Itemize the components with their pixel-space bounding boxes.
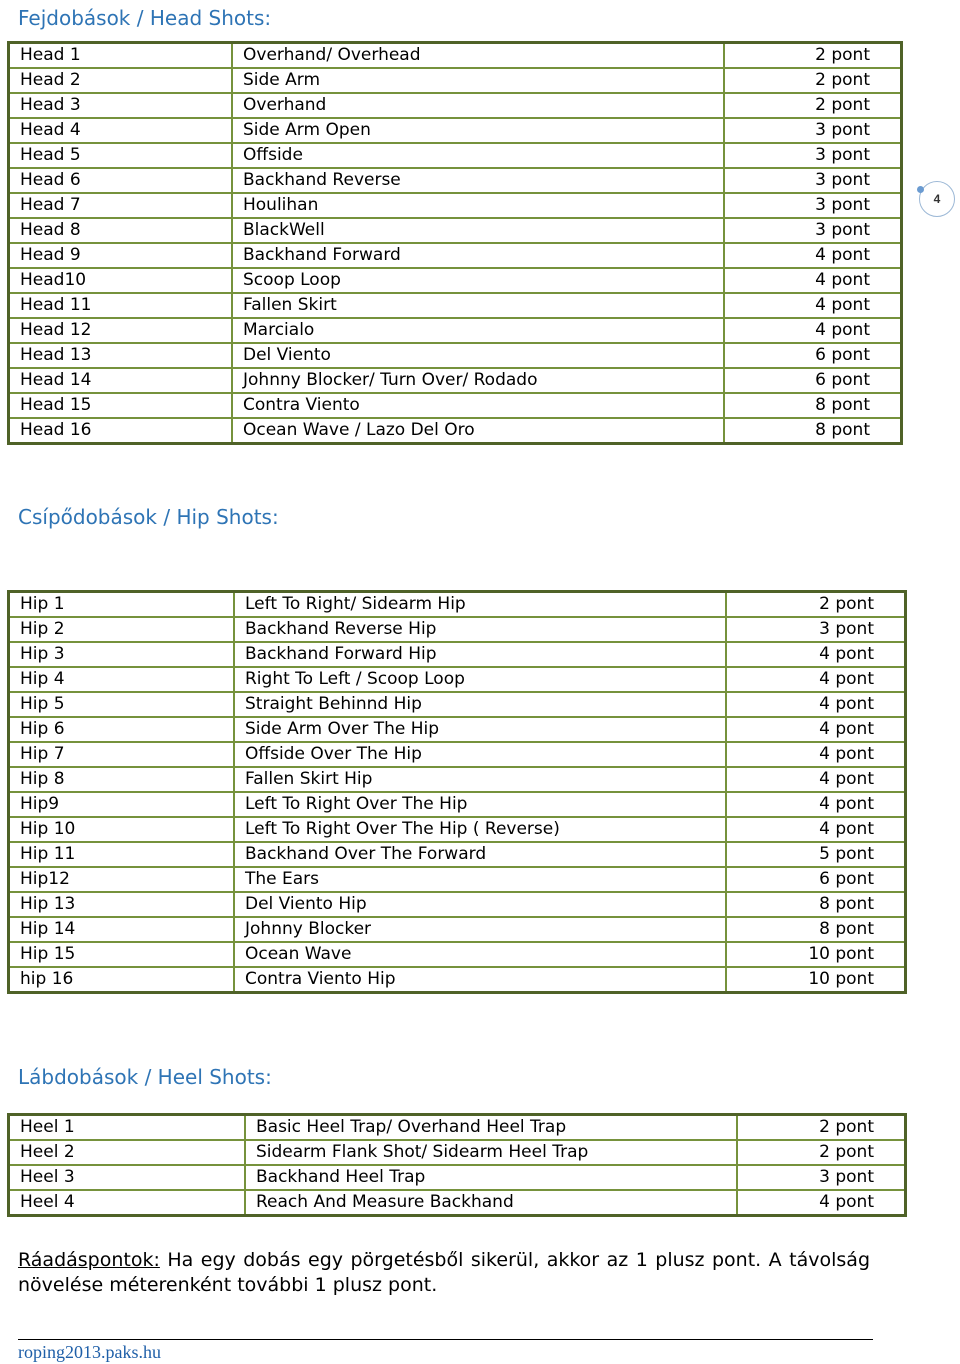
shot-move-cell: Left To Right/ Sidearm Hip — [234, 592, 726, 618]
table-row — [9, 692, 906, 717]
shot-move-cell: Houlihan — [232, 193, 724, 218]
shot-name-cell: Head 1 — [9, 43, 233, 69]
shot-move-cell: Del Viento — [232, 343, 724, 368]
bonus-points-note — [18, 1248, 870, 1298]
shot-name-cell: Head 13 — [9, 343, 233, 368]
table-row — [9, 168, 902, 193]
shot-points-cell: 10 pont — [726, 967, 906, 993]
shot-points-cell: 6 pont — [724, 368, 902, 393]
shot-points-cell: 2 pont — [726, 592, 906, 618]
shot-points-cell: 3 pont — [724, 218, 902, 243]
shot-name-cell: Hip 1 — [9, 592, 235, 618]
table-row — [9, 967, 906, 993]
shot-move-cell: Right To Left / Scoop Loop — [234, 667, 726, 692]
shot-points-cell: 4 pont — [726, 767, 906, 792]
shot-points-cell: 10 pont — [726, 942, 906, 967]
table-row — [9, 243, 902, 268]
shot-points-cell: 2 pont — [724, 68, 902, 93]
shot-move-cell: Backhand Forward — [232, 243, 724, 268]
table-row — [9, 1165, 906, 1190]
table-row — [9, 293, 902, 318]
shot-name-cell: Head 3 — [9, 93, 233, 118]
shot-name-cell: Head 7 — [9, 193, 233, 218]
shot-name-cell: Head 5 — [9, 143, 233, 168]
shot-name-cell: Head 15 — [9, 393, 233, 418]
page-number-badge — [919, 181, 955, 217]
shot-name-cell: Heel 1 — [9, 1115, 246, 1141]
shot-points-cell: 4 pont — [726, 742, 906, 767]
shot-name-cell: Head 8 — [9, 218, 233, 243]
shot-move-cell: Straight Behinnd Hip — [234, 692, 726, 717]
shot-move-cell: Ocean Wave / Lazo Del Oro — [232, 418, 724, 444]
shot-move-cell: Side Arm Over The Hip — [234, 717, 726, 742]
shot-points-cell: 8 pont — [724, 393, 902, 418]
shot-points-cell: 3 pont — [724, 193, 902, 218]
shot-points-cell: 3 pont — [724, 168, 902, 193]
shot-move-cell: Sidearm Flank Shot/ Sidearm Heel Trap — [245, 1140, 737, 1165]
shot-points-cell: 2 pont — [724, 93, 902, 118]
heel-shots-heading: Lábdobások / Heel Shots: — [18, 1065, 272, 1089]
shot-points-cell: 4 pont — [726, 817, 906, 842]
shot-move-cell: Fallen Skirt Hip — [234, 767, 726, 792]
shot-points-cell: 4 pont — [724, 318, 902, 343]
shot-name-cell: Heel 2 — [9, 1140, 246, 1165]
shot-move-cell: BlackWell — [232, 218, 724, 243]
shot-move-cell: Side Arm — [232, 68, 724, 93]
shot-points-cell: 4 pont — [726, 717, 906, 742]
shot-points-cell: 3 pont — [726, 617, 906, 642]
shot-name-cell: Hip 11 — [9, 842, 235, 867]
table-row — [9, 767, 906, 792]
page-number: 4 — [933, 192, 941, 206]
shot-move-cell: Backhand Forward Hip — [234, 642, 726, 667]
footer-site-link[interactable]: roping2013.paks.hu — [18, 1342, 161, 1362]
shot-move-cell: Backhand Reverse Hip — [234, 617, 726, 642]
shot-points-cell: 4 pont — [724, 243, 902, 268]
shot-move-cell: Basic Heel Trap/ Overhand Heel Trap — [245, 1115, 737, 1141]
shot-name-cell: Hip 15 — [9, 942, 235, 967]
shot-name-cell: Hip12 — [9, 867, 235, 892]
shot-name-cell: Head 14 — [9, 368, 233, 393]
head-shots-heading: Fejdobások / Head Shots: — [18, 6, 272, 30]
hip-shots-table — [7, 590, 907, 994]
table-row — [9, 218, 902, 243]
shot-points-cell: 2 pont — [737, 1115, 906, 1141]
shot-move-cell: Contra Viento — [232, 393, 724, 418]
shot-points-cell: 4 pont — [737, 1190, 906, 1216]
shot-move-cell: Marcialo — [232, 318, 724, 343]
table-row — [9, 842, 906, 867]
shot-move-cell: Contra Viento Hip — [234, 967, 726, 993]
shot-move-cell: Fallen Skirt — [232, 293, 724, 318]
table-row — [9, 867, 906, 892]
shot-move-cell: Scoop Loop — [232, 268, 724, 293]
shot-points-cell: 3 pont — [724, 118, 902, 143]
shot-name-cell: Hip 10 — [9, 817, 235, 842]
shot-points-cell: 4 pont — [726, 642, 906, 667]
shot-name-cell: Hip 6 — [9, 717, 235, 742]
shot-name-cell: Hip9 — [9, 792, 235, 817]
shot-move-cell: Offside — [232, 143, 724, 168]
shot-move-cell: Offside Over The Hip — [234, 742, 726, 767]
shot-points-cell: 6 pont — [724, 343, 902, 368]
shot-move-cell: Overhand — [232, 93, 724, 118]
table-row — [9, 268, 902, 293]
shot-move-cell: Overhand/ Overhead — [232, 43, 724, 69]
table-row — [9, 118, 902, 143]
table-row — [9, 717, 906, 742]
table-row — [9, 343, 902, 368]
shot-points-cell: 4 pont — [724, 268, 902, 293]
head-shots-table — [7, 41, 903, 445]
table-row — [9, 742, 906, 767]
shot-points-cell: 8 pont — [726, 917, 906, 942]
shot-name-cell: Hip 4 — [9, 667, 235, 692]
shot-points-cell: 4 pont — [726, 667, 906, 692]
shot-move-cell: Backhand Over The Forward — [234, 842, 726, 867]
table-row — [9, 1115, 906, 1141]
table-row — [9, 942, 906, 967]
table-row — [9, 642, 906, 667]
shot-move-cell: Backhand Reverse — [232, 168, 724, 193]
shot-name-cell: Hip 13 — [9, 892, 235, 917]
shot-name-cell: Heel 3 — [9, 1165, 246, 1190]
shot-name-cell: Hip 14 — [9, 917, 235, 942]
shot-name-cell: Hip 2 — [9, 617, 235, 642]
shot-points-cell: 3 pont — [724, 143, 902, 168]
table-row — [9, 318, 902, 343]
table-row — [9, 143, 902, 168]
shot-name-cell: Head 6 — [9, 168, 233, 193]
shot-points-cell: 5 pont — [726, 842, 906, 867]
shot-name-cell: Head 16 — [9, 418, 233, 444]
shot-name-cell: Hip 7 — [9, 742, 235, 767]
hip-shots-heading: Csípődobások / Hip Shots: — [18, 505, 279, 529]
table-row — [9, 817, 906, 842]
bonus-label: Ráadáspontok: — [18, 1249, 160, 1271]
shot-move-cell: Johnny Blocker — [234, 917, 726, 942]
bonus-text: Ha egy dobás egy pörgetésből sikerül, akkor az 1 plusz pont. A távolság növelése méterenként további 1 plusz pont. — [18, 1249, 870, 1296]
shot-points-cell: 2 pont — [724, 43, 902, 69]
shot-points-cell: 8 pont — [724, 418, 902, 444]
table-row — [9, 592, 906, 618]
table-row — [9, 917, 906, 942]
table-row — [9, 667, 906, 692]
shot-points-cell: 2 pont — [737, 1140, 906, 1165]
shot-points-cell: 4 pont — [724, 293, 902, 318]
table-row — [9, 43, 902, 69]
table-row — [9, 617, 906, 642]
shot-points-cell: 4 pont — [726, 792, 906, 817]
table-row — [9, 1140, 906, 1165]
badge-dot-icon — [917, 186, 924, 193]
footer-divider — [18, 1339, 873, 1340]
table-row — [9, 1190, 906, 1216]
shot-points-cell: 8 pont — [726, 892, 906, 917]
shot-name-cell: Hip 5 — [9, 692, 235, 717]
shot-name-cell: Hip 3 — [9, 642, 235, 667]
shot-points-cell: 4 pont — [726, 692, 906, 717]
table-row — [9, 792, 906, 817]
table-row — [9, 368, 902, 393]
table-row — [9, 418, 902, 444]
shot-name-cell: Head 11 — [9, 293, 233, 318]
shot-move-cell: Del Viento Hip — [234, 892, 726, 917]
shot-move-cell: Side Arm Open — [232, 118, 724, 143]
shot-name-cell: Heel 4 — [9, 1190, 246, 1216]
shot-name-cell: hip 16 — [9, 967, 235, 993]
shot-move-cell: Reach And Measure Backhand — [245, 1190, 737, 1216]
shot-move-cell: Backhand Heel Trap — [245, 1165, 737, 1190]
shot-move-cell: Left To Right Over The Hip ( Reverse) — [234, 817, 726, 842]
table-row — [9, 892, 906, 917]
table-row — [9, 68, 902, 93]
table-row — [9, 193, 902, 218]
heel-shots-table — [7, 1113, 907, 1217]
shot-name-cell: Head 12 — [9, 318, 233, 343]
shot-move-cell: Left To Right Over The Hip — [234, 792, 726, 817]
shot-name-cell: Head 4 — [9, 118, 233, 143]
shot-name-cell: Hip 8 — [9, 767, 235, 792]
table-row — [9, 93, 902, 118]
shot-points-cell: 6 pont — [726, 867, 906, 892]
shot-move-cell: The Ears — [234, 867, 726, 892]
shot-points-cell: 3 pont — [737, 1165, 906, 1190]
shot-name-cell: Head 9 — [9, 243, 233, 268]
shot-name-cell: Head10 — [9, 268, 233, 293]
shot-move-cell: Johnny Blocker/ Turn Over/ Rodado — [232, 368, 724, 393]
shot-name-cell: Head 2 — [9, 68, 233, 93]
shot-move-cell: Ocean Wave — [234, 942, 726, 967]
table-row — [9, 393, 902, 418]
